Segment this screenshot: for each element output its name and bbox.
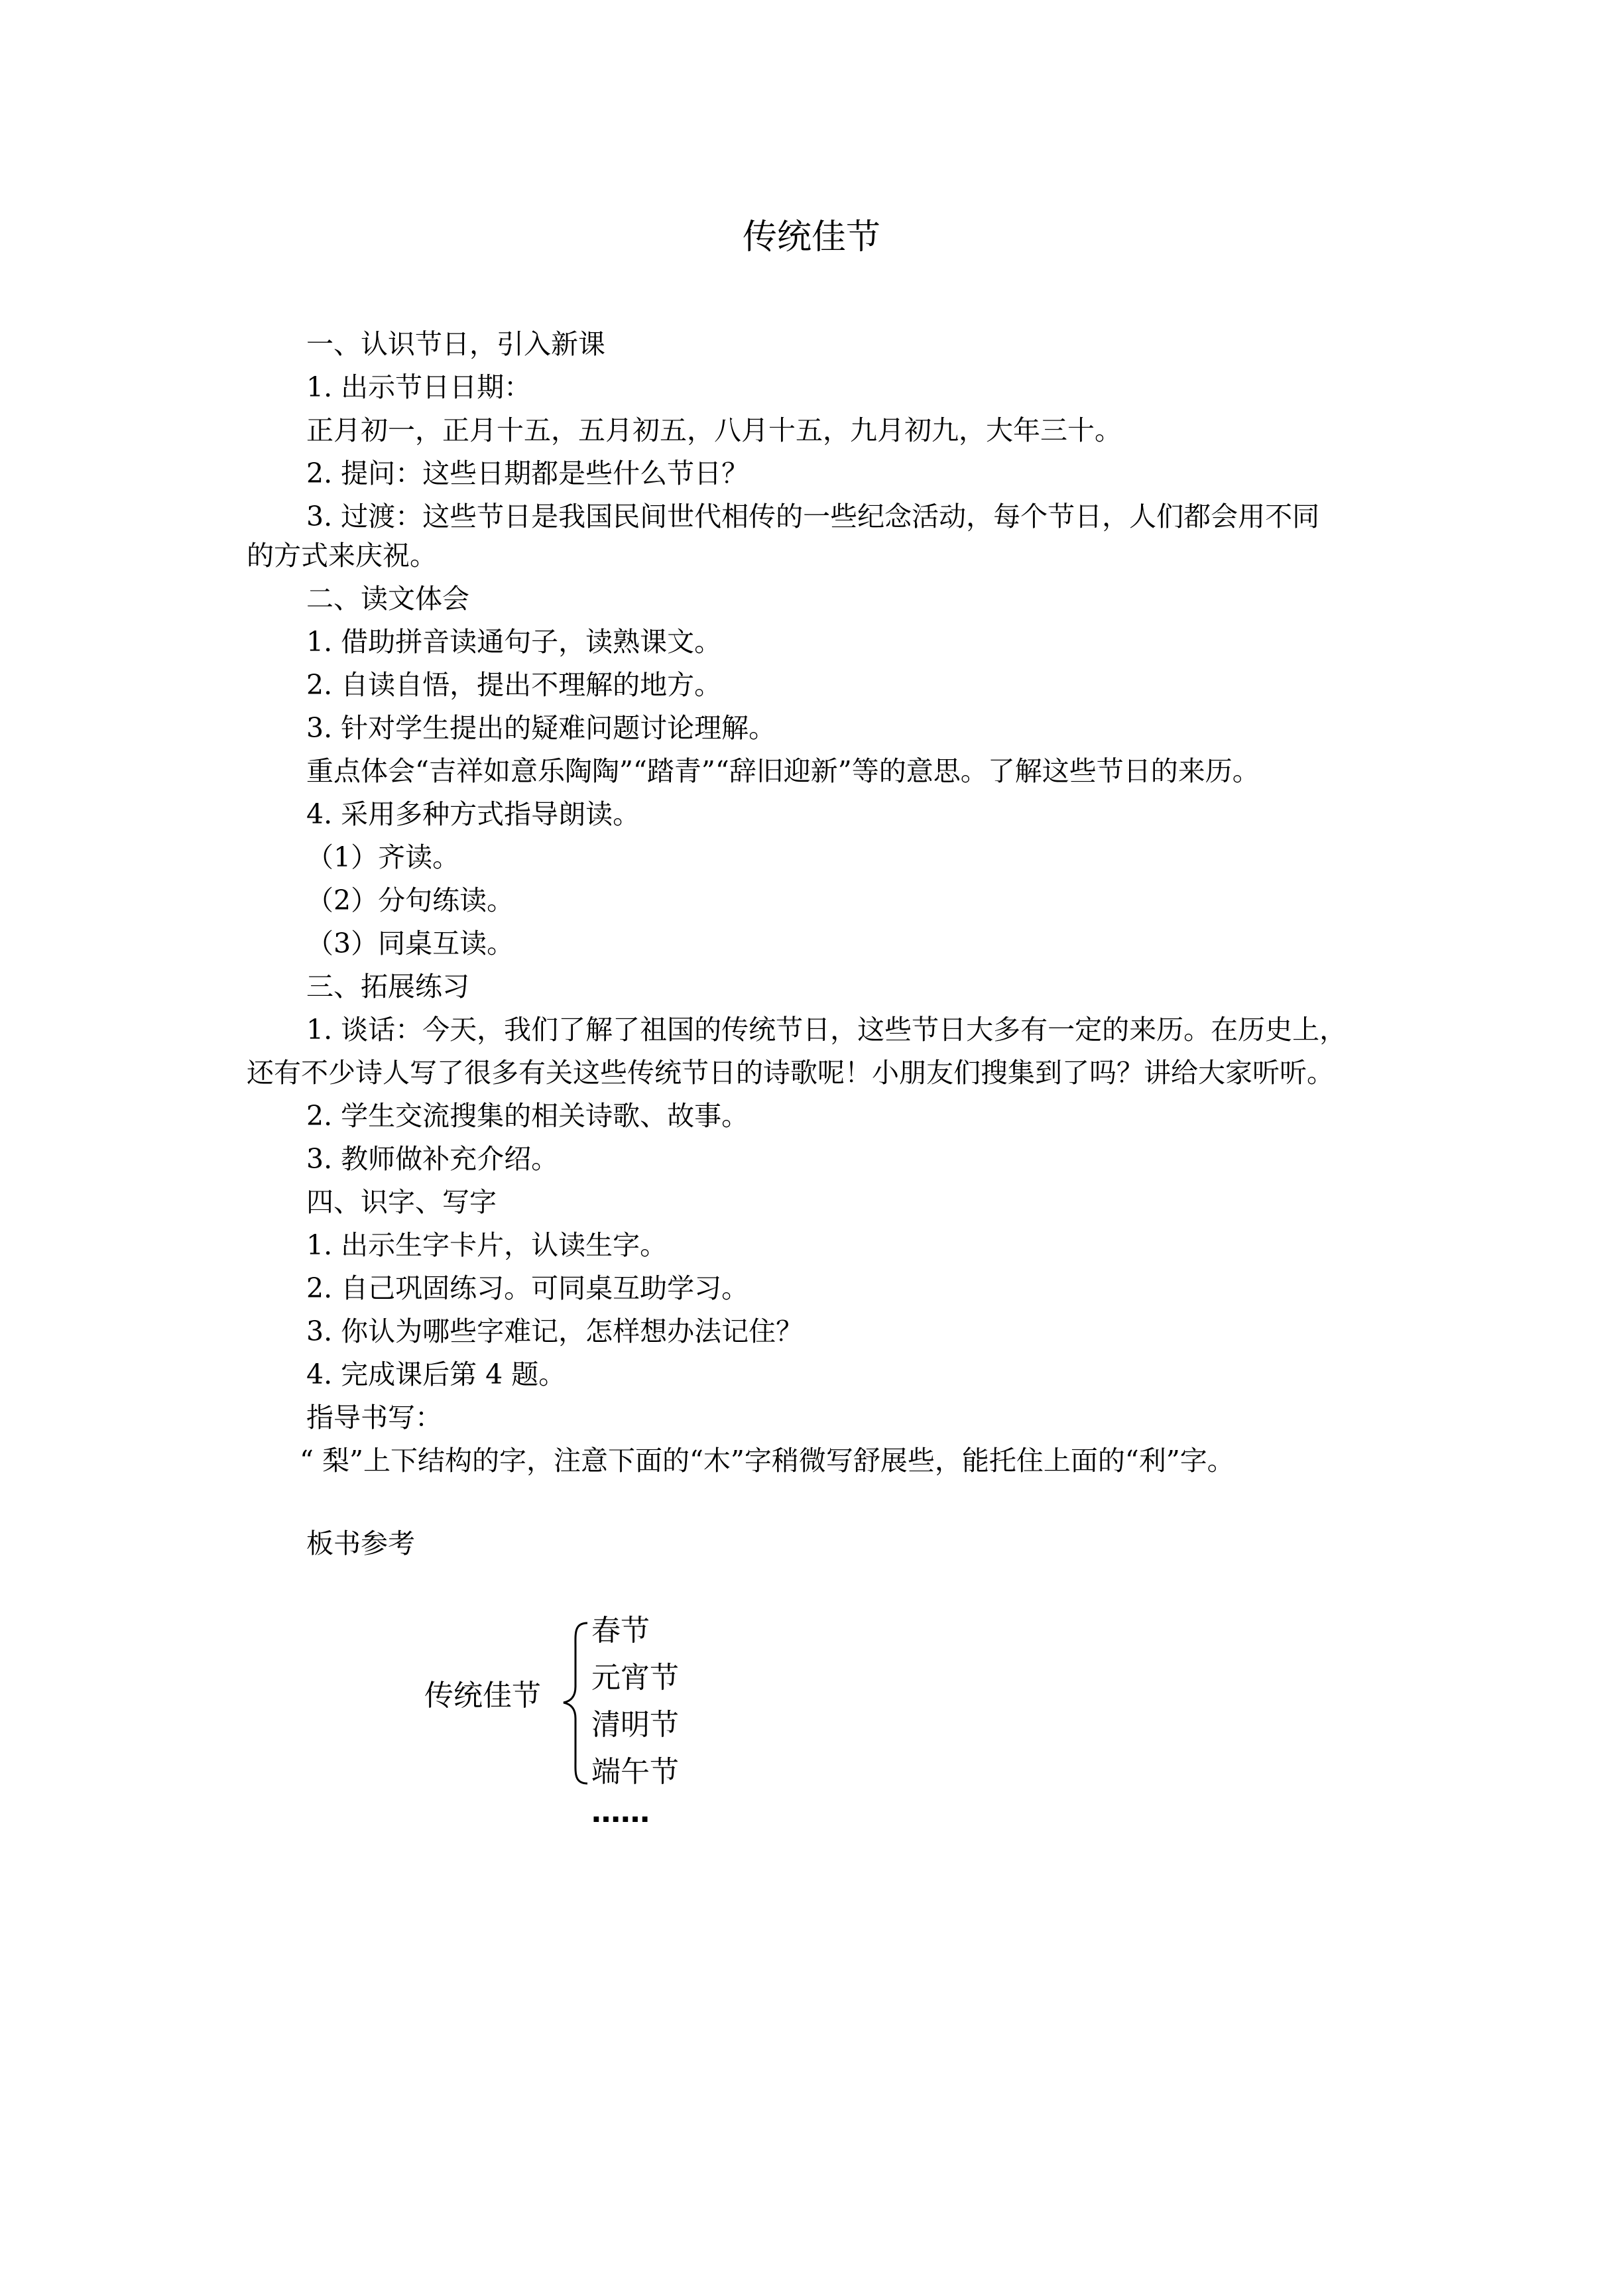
lesson-body [247,323,1387,1482]
board-item: 端午节 [591,1755,679,1789]
paragraph: 1. 谈话：今天，我们了解了祖国的传统节日，这些节日大多有一定的来历。在历史上， [306,1014,1347,1046]
paragraph: 2. 学生交流搜集的相关诗歌、故事。 [306,1100,749,1132]
section-heading: 三、拓展练习 [306,971,469,1002]
board-root-label: 传统佳节 [424,1679,541,1713]
paragraph: 1. 出示节日日期： [306,371,532,403]
blackboard-diagram [424,1604,756,1843]
paragraph: （1）齐读。 [306,841,460,873]
paragraph: 正月初一，正月十五，五月初五，八月十五，九月初九，大年三十。 [306,414,1122,446]
paragraph: “ 梨”上下结构的字，注意下面的“木”字稍微写舒展些，能托住上面的“利”字。 [300,1445,1234,1477]
board-item: 元宵节 [591,1661,679,1695]
board-ellipsis: …… [591,1795,650,1829]
paragraph: 2. 自读自悟，提出不理解的地方。 [306,669,722,701]
paragraph: （3）同桌互读。 [306,928,514,959]
paragraph-continuation: 的方式来庆祝。 [247,540,437,572]
paragraph: 3. 你认为哪些字难记，怎样想办法记住？ [306,1315,804,1347]
paragraph: 指导书写： [306,1402,442,1433]
board-item: 清明节 [591,1708,679,1742]
paragraph: 4. 完成课后第 4 题。 [306,1359,566,1390]
paragraph: 2. 自己巩固练习。可同桌互助学习。 [306,1272,749,1304]
paragraph: 4. 采用多种方式指导朗读。 [306,798,640,830]
paragraph: （2）分句练读。 [306,884,514,916]
curly-brace [561,1620,590,1786]
paragraph: 重点体会“吉祥如意乐陶陶”“踏青”“辞旧迎新”等的意思。了解这些节日的来历。 [306,755,1260,787]
section-heading: 四、识字、写字 [306,1186,497,1218]
paragraph: 2. 提问：这些日期都是些什么节日？ [306,457,749,489]
paragraph: 3. 针对学生提出的疑难问题讨论理解。 [306,712,776,744]
document-title: 传统佳节 [742,217,880,257]
section-heading: 一、认识节日，引入新课 [306,328,605,360]
paragraph: 3. 过渡：这些节日是我国民间世代相传的一些纪念活动，每个节日，人们都会用不同 [306,501,1320,532]
paragraph: 3. 教师做补充介绍。 [306,1143,559,1175]
board-label: 板书参考 [306,1528,415,1559]
paragraph-continuation: 还有不少诗人写了很多有关这些传统节日的诗歌呢！小朋友们搜集到了吗？讲给大家听听。 [247,1057,1334,1089]
section-heading: 二、读文体会 [306,583,469,615]
board-item: 春节 [591,1614,650,1648]
paragraph: 1. 借助拼音读通句子，读熟课文。 [306,626,722,658]
paragraph: 1. 出示生字卡片，认读生字。 [306,1229,668,1261]
